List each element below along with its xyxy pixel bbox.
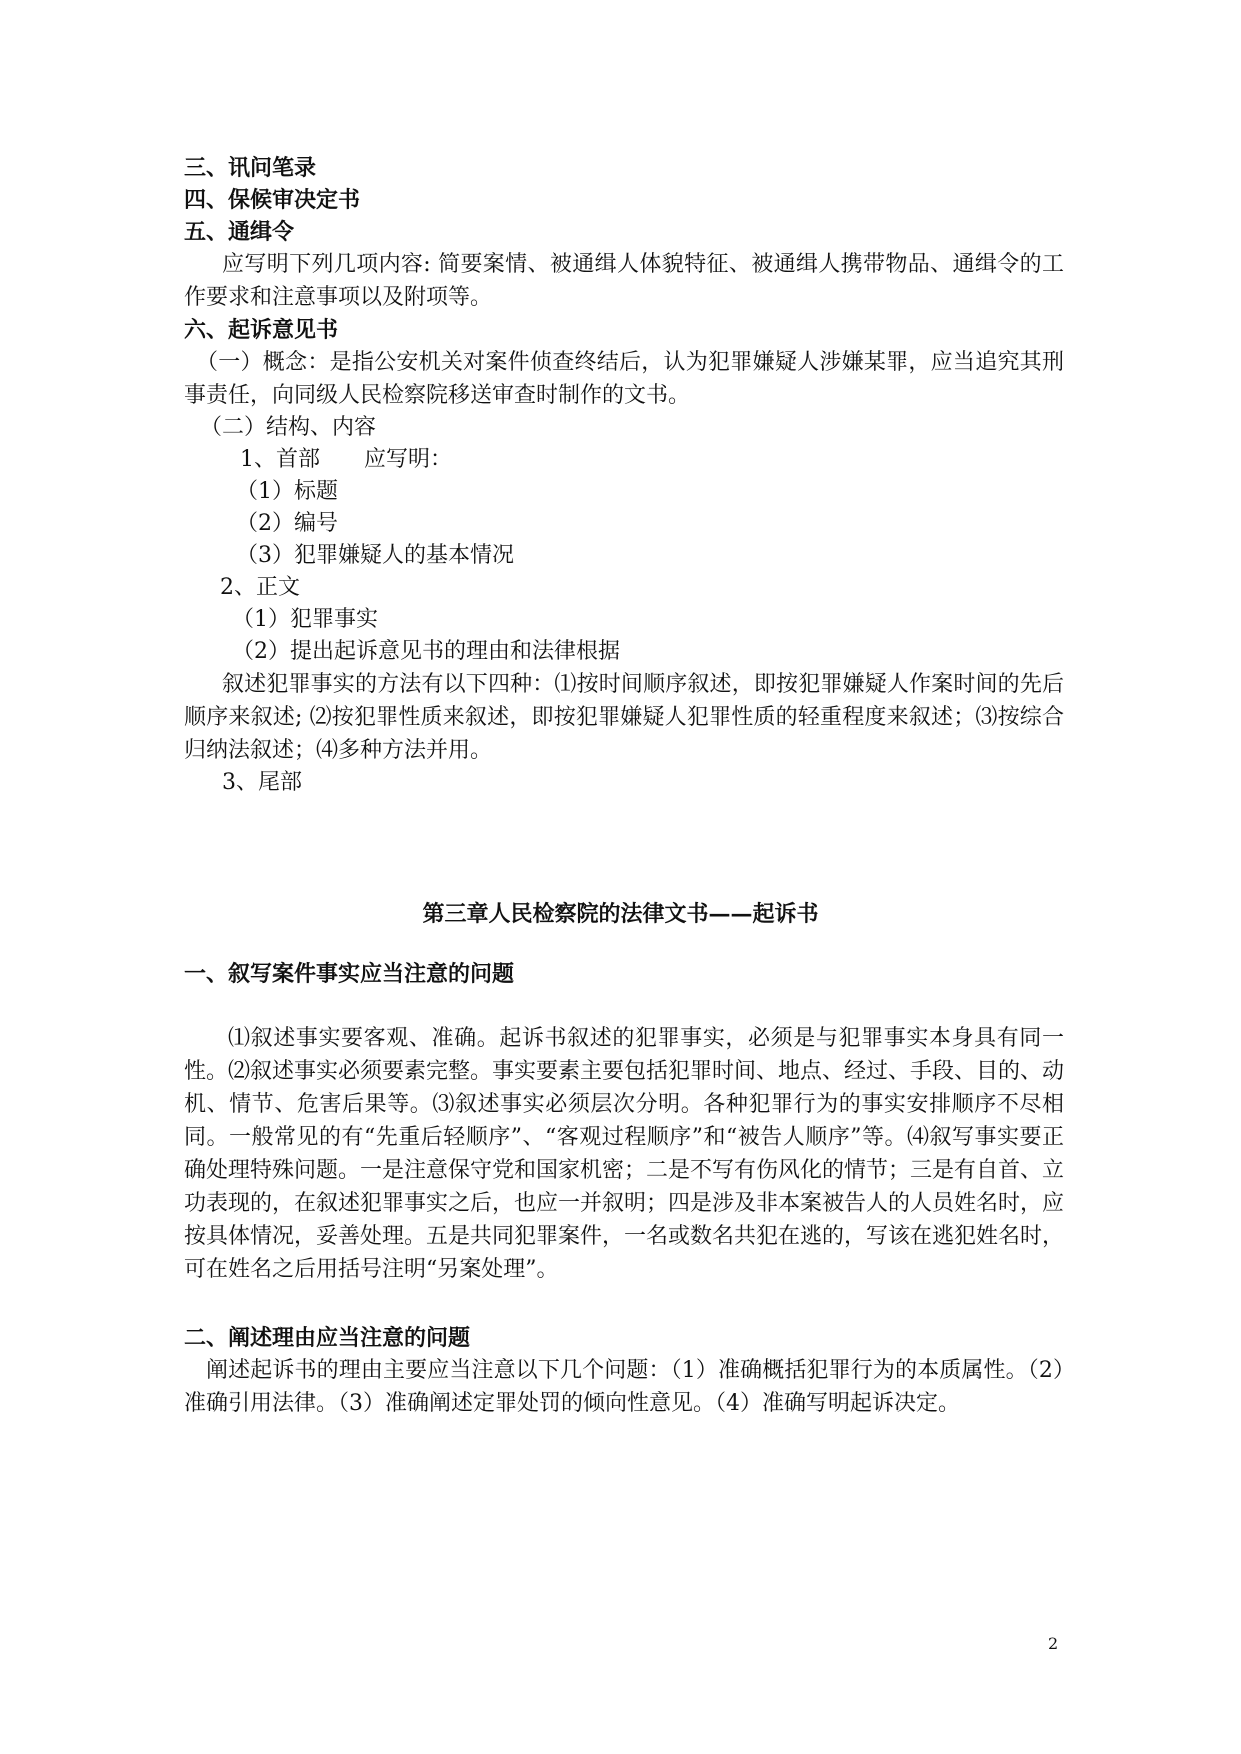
heading-chapter3-1: 一、叙写案件事实应当注意的问题: [184, 961, 515, 987]
item-header: 1、首部 应写明：: [240, 447, 452, 472]
chapter3-section1: [184, 958, 1064, 990]
page-number: 2: [1048, 1634, 1059, 1653]
heading-chapter3-2: 二、阐述理由应当注意的问题: [184, 1325, 471, 1351]
item-tail: 3、尾部: [222, 770, 302, 795]
item-facts: （1）犯罪事实: [232, 607, 378, 632]
heading-6: 六、起诉意见书: [184, 317, 339, 343]
item-reasons: （2）提出起诉意见书的理由和法律根据: [232, 639, 620, 664]
paragraph-5: 应写明下列几项内容: 简要案情、被通缉人体貌特征、被通缉人携带物品、通缉令的工作要求和注意事项以及附项等。: [184, 252, 1064, 310]
heading-3: 三、讯问笔录: [184, 155, 317, 181]
chapter-title: 第三章人民检察院的法律文书——起诉书: [422, 901, 819, 927]
paragraph-chapter3-1: ⑴叙述事实要客观、准确。起诉书叙述的犯罪事实，必须是与犯罪事实本身具有同一性。⑵叙述事实必须要素完整。事实要素主要包括犯罪时间、地点、经过、手段、目的、动机、情节、危害后果等。⑶叙述事实必须层次分明。各种犯罪行为的事实安排顺序不尽相同。一般常见的有“先重后轻顺序”、“客观过程顺序”和“被告人顺序”等。⑷叙写事实要正确处理特殊问题。一是注意保守党和国家机密；二是不写有伤风化的情节；三是有自首、立功表现的，在叙述犯罪事实之后，也应一并叙明；四是涉及非本案被告人的人员姓名时，应按具体情况，妥善处理。五是共同犯罪案件，一名或数名共犯在逃的，写该在逃犯姓名时，可在姓名之后用括号注明“另案处理”。: [184, 1026, 1065, 1282]
paragraph-6-structure: （二）结构、内容: [200, 415, 377, 440]
chapter3-section2: [184, 1322, 1064, 1420]
section-top: [184, 152, 1064, 799]
heading-4: 四、保候审决定书: [184, 187, 361, 213]
item-suspect-info: （3）犯罪嫌疑人的基本情况: [236, 543, 514, 568]
paragraph-chapter3-2: 阐述起诉书的理由主要应当注意以下几个问题：（1）准确概括犯罪行为的本质属性。（2）准确引用法律。（3）准确阐述定罪处罚的倾向性意见。（4）准确写明起诉决定。: [184, 1358, 1064, 1416]
heading-5: 五、通缉令: [184, 219, 295, 245]
item-body: 2、正文: [220, 575, 300, 600]
chapter3-section1-body: [184, 1022, 1064, 1286]
paragraph-methods: 叙述犯罪事实的方法有以下四种：⑴按时间顺序叙述，即按犯罪嫌疑人作案时间的先后顺序来叙述; ⑵按犯罪性质来叙述，即按犯罪嫌疑人犯罪性质的轻重程度来叙述；⑶按综合归纳法叙述；⑷多种方法并用。: [184, 672, 1064, 763]
paragraph-6-concept: （一）概念：是指公安机关对案件侦查终结后，认为犯罪嫌疑人涉嫌某罪，应当追究其刑事责任，向同级人民检察院移送审查时制作的文书。: [184, 350, 1064, 408]
item-number: （2）编号: [236, 511, 338, 536]
item-title: （1）标题: [236, 479, 338, 504]
